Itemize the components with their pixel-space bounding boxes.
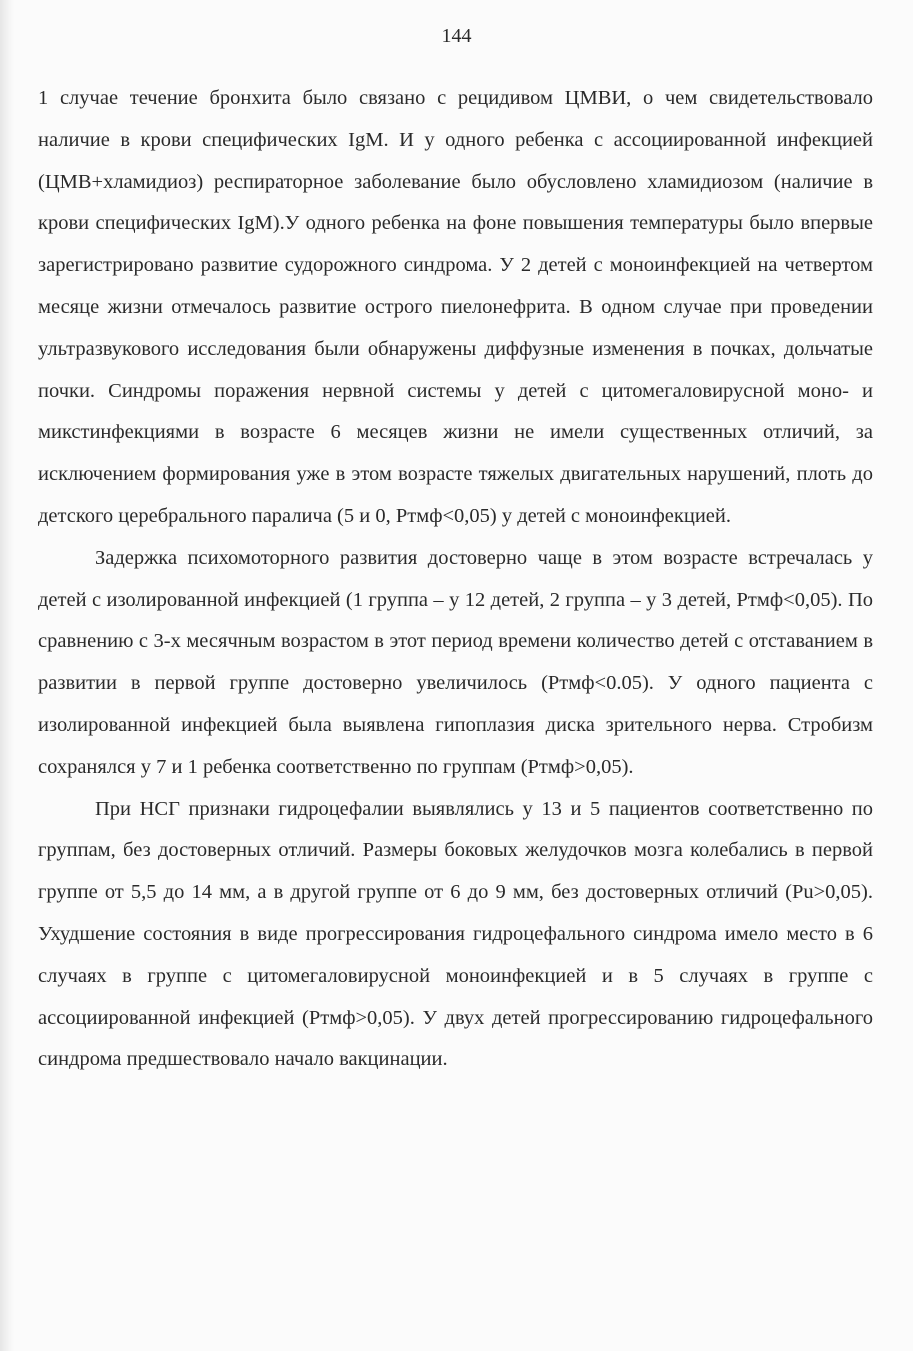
page-number: 144 — [441, 25, 472, 47]
scan-edge-shadow — [0, 0, 14, 1351]
paragraph-1: 1 случае течение бронхита было связано с рецидивом ЦМВИ, о чем свидетельствовало наличие в крови специфических IgM. И у одного ребенка с ассоциированной инфекцией (ЦМВ+хламидиоз) респираторное заболевание было обусловлено хламидиозом (наличие в крови специфических IgM).У одного ребенка на фоне повышения температуры было впервые зарегистрировано развитие судорожного синдрома. У 2 детей с моноинфекцией на четвертом месяце жизни отмечалось развитие острого пиелонефрита. В одном случае при проведении ультразвукового исследования были обнаружены диффузные изменения в почках, дольчатые почки. Синдромы поражения нервной системы у детей с цитомегаловирусной моно- и микстинфекциями в возрасте 6 месяцев жизни не имели существенных отличий, за исключением формирования уже в этом возрасте тяжелых двигательных нарушений, плоть до детского церебрального паралича (5 и 0, Ртмф<0,05) у детей с моноинфекцией. — [38, 87, 873, 527]
paragraph-3: При НСГ признаки гидроцефалии выявлялись у 13 и 5 пациентов соответственно по группам, без достоверных отличий. Размеры боковых желудочков мозга колебались в первой группе от 5,5 до 14 мм, а в другой группе от 6 до 9 мм, без достоверных отличий (Pu>0,05). Ухудшение состояния в виде прогрессирования гидроцефального синдрома имело место в 6 случаях в группе с цитомегаловирусной моноинфекцией и в 5 случаях в группе с ассоциированной инфекцией (Ртмф>0,05). У двух детей прогрессированию гидроцефального синдрома предшествовало начало вакцинации. — [38, 797, 873, 1071]
body-text — [38, 78, 873, 1081]
paragraph-2: Задержка психомоторного развития достоверно чаще в этом возрасте встречалась у детей с изолированной инфекцией (1 группа – у 12 детей, 2 группа – у 3 детей, Ртмф<0,05). По сравнению с 3-х месячным возрастом в этот период времени количество детей с отставанием в развитии в первой группе достоверно увеличилось (Ртмф<0.05). У одного пациента с изолированной инфекцией была выявлена гипоплазия диска зрительного нерва. Стробизм сохранялся у 7 и 1 ребенка соответственно по группам (Ртмф>0,05). — [38, 546, 873, 778]
